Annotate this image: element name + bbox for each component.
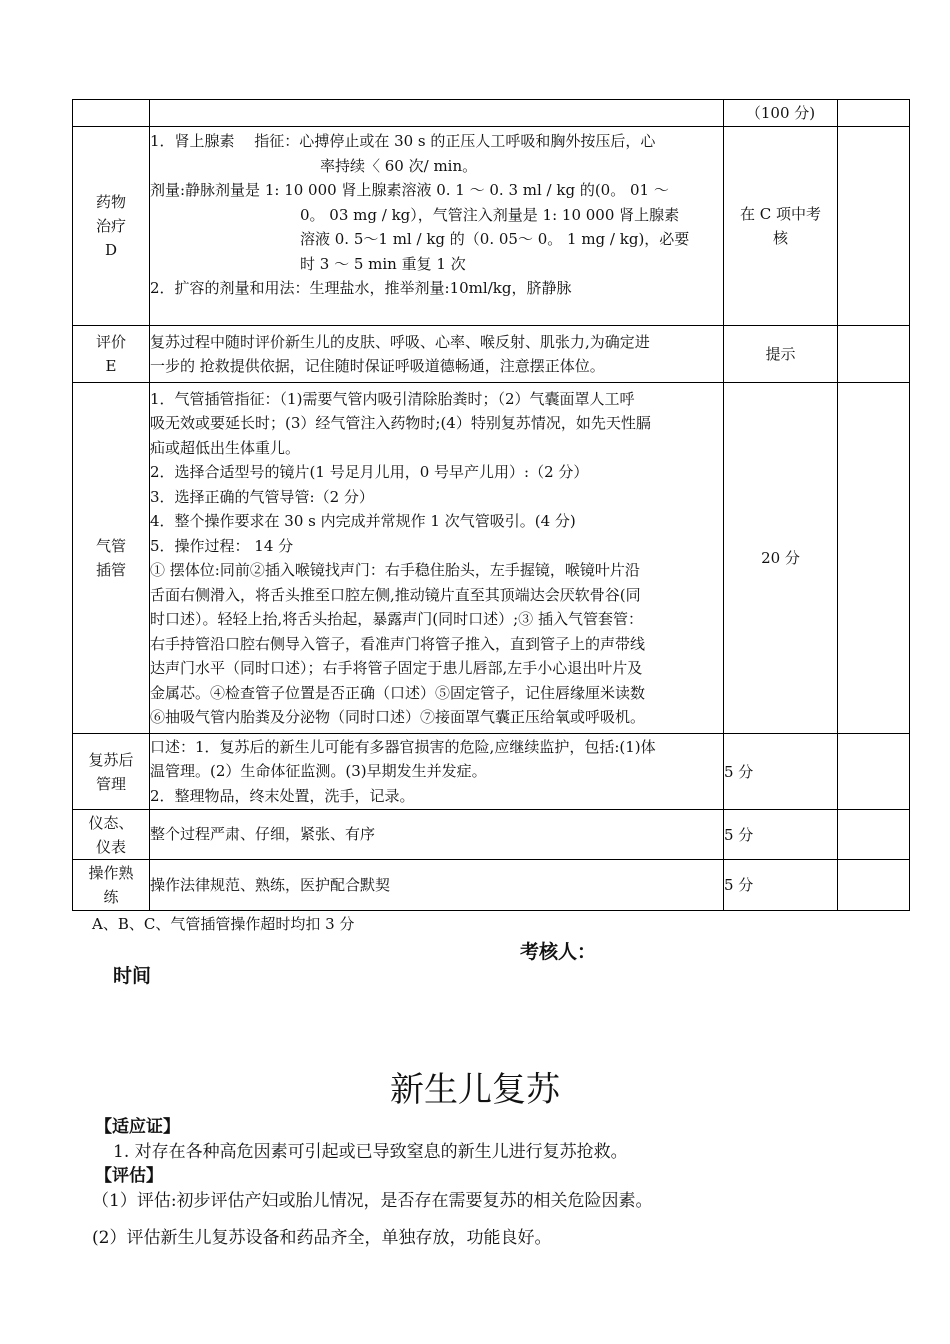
category-cell: 气管 插管	[73, 383, 150, 734]
content-cell: 整个过程严肃、仔细，紧张、有序	[150, 810, 724, 860]
time-label: 时间	[113, 965, 152, 987]
remark-cell	[838, 860, 910, 911]
table-row	[73, 127, 910, 326]
page-title: 新生儿复苏	[390, 1070, 560, 1110]
table-row	[73, 100, 910, 127]
score-cell: 提示	[724, 326, 838, 383]
category-cell	[73, 100, 150, 127]
score-cell: 20 分	[724, 383, 838, 734]
timeout-footnote: A、B、C、气管插管操作超时均扣 3 分	[92, 915, 355, 933]
content-cell: 1．肾上腺素 指征：心搏停止或在 30 s 的正压人工呼吸和胸外按压后，心 率持续〈 60 次/ min。 剂量:静脉剂量是 1: 10 000 肾上腺素溶液 0. 1 ～ 0. 3 ml / kg 的(0。 01 ～ 0。 03 mg / kg），气管注入剂量是 1: 10 000 肾上腺素 溶液 0. 5～1 ml / kg 的（0. 05～ 0。 1 mg / kg)，必要 时 3 ～ 5 min 重复 1 次 2．扩容的剂量和用法：生理盐水，推举剂量:10ml/kg，脐静脉	[150, 127, 724, 326]
table-row	[73, 734, 910, 810]
score-cell: 在 C 项中考 核	[724, 127, 838, 326]
remark-cell	[838, 810, 910, 860]
indication-text: 1. 对存在各种高危因素可引起或已导致窒息的新生儿进行复苏抢救。	[113, 1142, 628, 1162]
remark-cell	[838, 326, 910, 383]
table-row	[73, 326, 910, 383]
category-cell: 药物 治疗 D	[73, 127, 150, 326]
assessment-heading: 【评估】	[95, 1166, 163, 1186]
category-cell: 复苏后 管理	[73, 734, 150, 810]
category-cell: 评价 E	[73, 326, 150, 383]
content-cell: 复苏过程中随时评价新生儿的皮肤、呼吸、心率、喉反射、肌张力,为确定进 一步的 抢救提供依据，记住随时保证呼吸道德畅通，注意摆正体位。	[150, 326, 724, 383]
content-cell	[150, 100, 724, 127]
table-row	[73, 810, 910, 860]
category-cell: 仪态、 仪表	[73, 810, 150, 860]
remark-cell	[838, 734, 910, 810]
remark-cell	[838, 100, 910, 127]
indication-heading: 【适应证】	[95, 1117, 180, 1137]
content-cell: 口述：1．复苏后的新生儿可能有多器官损害的危险,应继续监护，包括:(1)体 温管理。(2）生命体征监测。(3)早期发生并发症。 2．整理物品，终末处置，洗手，记录。	[150, 734, 724, 810]
content-cell: 1．气管插管指征：（1)需要气管内吸引清除胎粪时；（2）气囊面罩人工呼 吸无效或要延长时；(3）经气管注入药物时;(4）特别复苏情况，如先天性膈 疝或超低出生体重儿。 2．选择合适型号的镜片(1 号足月儿用，0 号早产儿用）:（2 分） 3．选择正确的气管导管:（2 分） 4．整个操作要求在 30 s 内完成并常规作 1 次气管吸引。(4 分) 5．操作过程： 14 分 ① 摆体位:同前②插入喉镜找声门：右手稳住胎头，左手握镜，喉镜叶片沿 舌面右侧滑入，将舌头推至口腔左侧,推动镜片直至其顶端达会厌软骨谷(同 时口述）。轻轻上抬,将舌头抬起，暴露声门(同时口述）;③ 插入气管套管： 右手持管沿口腔右侧导入管子，看准声门将管子推入，直到管子上的声带线 达声门水平（同时口述）；右手将管子固定于患儿唇部,左手小心退出叶片及 金属芯。④检查管子位置是否正确（口述）⑤固定管子，记住唇缘厘米读数 ⑥抽吸气管内胎粪及分泌物（同时口述）⑦接面罩气囊正压给氧或呼吸机。	[150, 383, 724, 734]
remark-cell	[838, 383, 910, 734]
assessment-item-1: （1）评估:初步评估产妇或胎儿情况，是否存在需要复苏的相关危险因素。	[92, 1191, 653, 1211]
category-cell: 操作熟 练	[73, 860, 150, 911]
score-cell: 5 分	[724, 734, 838, 810]
score-cell: 5 分	[724, 810, 838, 860]
table-row	[73, 383, 910, 734]
scoring-table	[72, 99, 910, 911]
remark-cell	[838, 127, 910, 326]
score-cell: 5 分	[724, 860, 838, 911]
table-row	[73, 860, 910, 911]
examiner-label: 考核人：	[520, 941, 597, 963]
total-score-cell: （100 分)	[724, 100, 838, 127]
assessment-item-2: (2）评估新生儿复苏设备和药品齐全，单独存放，功能良好。	[92, 1228, 552, 1248]
content-cell: 操作法律规范、熟练，医护配合默契	[150, 860, 724, 911]
